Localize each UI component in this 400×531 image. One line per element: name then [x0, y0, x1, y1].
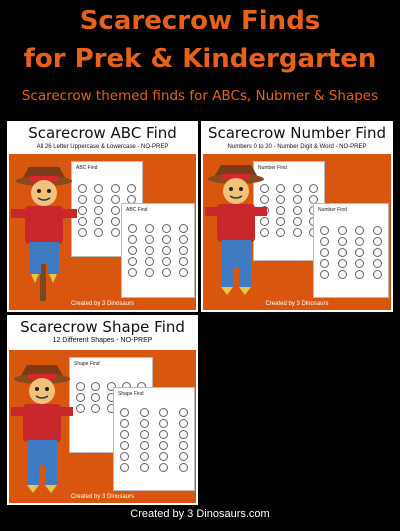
find-circle [355, 259, 364, 268]
panel-title: Scarecrow Number Find [207, 124, 387, 142]
find-circle [94, 184, 103, 193]
find-circle [128, 257, 137, 266]
find-circle [76, 404, 85, 413]
find-circle [111, 206, 120, 215]
find-circle [276, 195, 285, 204]
find-circle [145, 246, 154, 255]
find-circle [293, 206, 302, 215]
find-circle [159, 408, 168, 417]
scarecrow-illustration [205, 157, 267, 299]
find-circle [140, 441, 149, 450]
find-circle [320, 248, 329, 257]
worksheet-preview [113, 387, 195, 491]
find-circle [179, 257, 188, 266]
find-circle [128, 224, 137, 233]
circle-grid [128, 224, 188, 277]
find-circle [338, 226, 347, 235]
find-circle [78, 228, 87, 237]
find-circle [159, 430, 168, 439]
find-circle [140, 408, 149, 417]
find-circle [276, 217, 285, 226]
worksheet-title: Number Find [318, 207, 347, 213]
title-line-2: for Prek & Kindergarten [23, 44, 377, 74]
find-circle [159, 419, 168, 428]
find-circle [162, 246, 171, 255]
worksheet-title: Shape Find [118, 391, 144, 397]
find-circle [78, 217, 87, 226]
panel-shape-find [7, 315, 198, 505]
find-circle [111, 217, 120, 226]
worksheet-title: ABC Find [126, 207, 148, 213]
find-circle [76, 382, 85, 391]
find-circle [373, 259, 382, 268]
find-circle [338, 259, 347, 268]
find-circle [179, 430, 188, 439]
worksheet-title: Shape Find [74, 361, 100, 367]
find-circle [179, 419, 188, 428]
worksheet-preview [313, 203, 389, 298]
find-circle [91, 404, 100, 413]
find-circle [111, 228, 120, 237]
find-circle [179, 463, 188, 472]
find-circle [91, 382, 100, 391]
find-circle [320, 259, 329, 268]
find-circle [293, 228, 302, 237]
find-circle [78, 184, 87, 193]
find-circle [276, 184, 285, 193]
find-circle [162, 257, 171, 266]
panel-subtitle: Numbers 0 to 20 - Number Digit & Word - NO-PREP [227, 144, 367, 150]
find-circle [276, 206, 285, 215]
find-circle [145, 235, 154, 244]
find-circle [78, 195, 87, 204]
find-circle [320, 226, 329, 235]
panel-subtitle: All 26 Letter Uppercase & Lowercase - NO-PREP [36, 144, 169, 150]
footer-credit: Created by 3 Dinosaurs.com [130, 508, 270, 520]
find-circle [309, 184, 318, 193]
find-circle [111, 184, 120, 193]
find-circle [159, 441, 168, 450]
find-circle [94, 206, 103, 215]
find-circle [120, 463, 129, 472]
find-circle [355, 226, 364, 235]
circle-grid [320, 226, 382, 279]
panel-header [9, 317, 196, 350]
worksheet-title: ABC Find [76, 165, 98, 171]
find-circle [179, 235, 188, 244]
find-circle [162, 235, 171, 244]
panel-credit: Created by 3 Dinosaurs [70, 494, 135, 500]
find-circle [293, 195, 302, 204]
find-circle [78, 206, 87, 215]
subtitle: Scarecrow themed finds for ABCs, Nubmer & Shapes [21, 88, 379, 104]
find-circle [320, 270, 329, 279]
worksheet-preview [121, 203, 195, 298]
circle-grid [120, 408, 188, 472]
find-circle [140, 430, 149, 439]
find-circle [120, 408, 129, 417]
panel-subtitle: 12 Different Shapes - NO-PREP [52, 337, 153, 344]
find-circle [145, 257, 154, 266]
find-circle [373, 237, 382, 246]
find-circle [179, 224, 188, 233]
find-circle [320, 237, 329, 246]
find-circle [355, 248, 364, 257]
find-circle [159, 452, 168, 461]
find-circle [128, 268, 137, 277]
find-circle [120, 430, 129, 439]
find-circle [94, 217, 103, 226]
find-circle [91, 393, 100, 402]
find-circle [111, 195, 120, 204]
find-circle [140, 463, 149, 472]
worksheet-title: Number Find [258, 165, 287, 171]
find-circle [127, 184, 136, 193]
find-circle [128, 246, 137, 255]
find-circle [179, 246, 188, 255]
find-circle [179, 441, 188, 450]
panel-header [203, 123, 391, 154]
find-circle [140, 452, 149, 461]
find-circle [145, 224, 154, 233]
panel-abc-find [7, 121, 198, 312]
find-circle [159, 463, 168, 472]
panel-credit: Created by 3 Dinosaurs [70, 301, 135, 307]
find-circle [179, 268, 188, 277]
circle-grid [260, 184, 318, 237]
find-circle [293, 184, 302, 193]
find-circle [373, 248, 382, 257]
scarecrow-illustration [11, 357, 73, 497]
panel-number-find [201, 121, 393, 312]
find-circle [338, 248, 347, 257]
scarecrow-illustration [11, 159, 77, 301]
find-circle [128, 235, 137, 244]
find-circle [338, 237, 347, 246]
find-circle [94, 228, 103, 237]
panel-title: Scarecrow ABC Find [28, 124, 177, 142]
panel-header [9, 123, 196, 154]
find-circle [276, 228, 285, 237]
find-circle [179, 452, 188, 461]
find-circle [373, 226, 382, 235]
find-circle [338, 270, 347, 279]
find-circle [120, 441, 129, 450]
find-circle [179, 408, 188, 417]
find-circle [162, 224, 171, 233]
find-circle [373, 270, 382, 279]
find-circle [355, 270, 364, 279]
find-circle [120, 452, 129, 461]
find-circle [120, 419, 129, 428]
find-circle [140, 419, 149, 428]
find-circle [293, 217, 302, 226]
panel-credit: Created by 3 Dinosaurs [265, 301, 329, 307]
find-circle [94, 195, 103, 204]
find-circle [76, 393, 85, 402]
panel-title: Scarecrow Shape Find [20, 318, 185, 336]
find-circle [162, 268, 171, 277]
find-circle [355, 237, 364, 246]
find-circle [145, 268, 154, 277]
title-line-1: Scarecrow Finds [79, 6, 321, 36]
